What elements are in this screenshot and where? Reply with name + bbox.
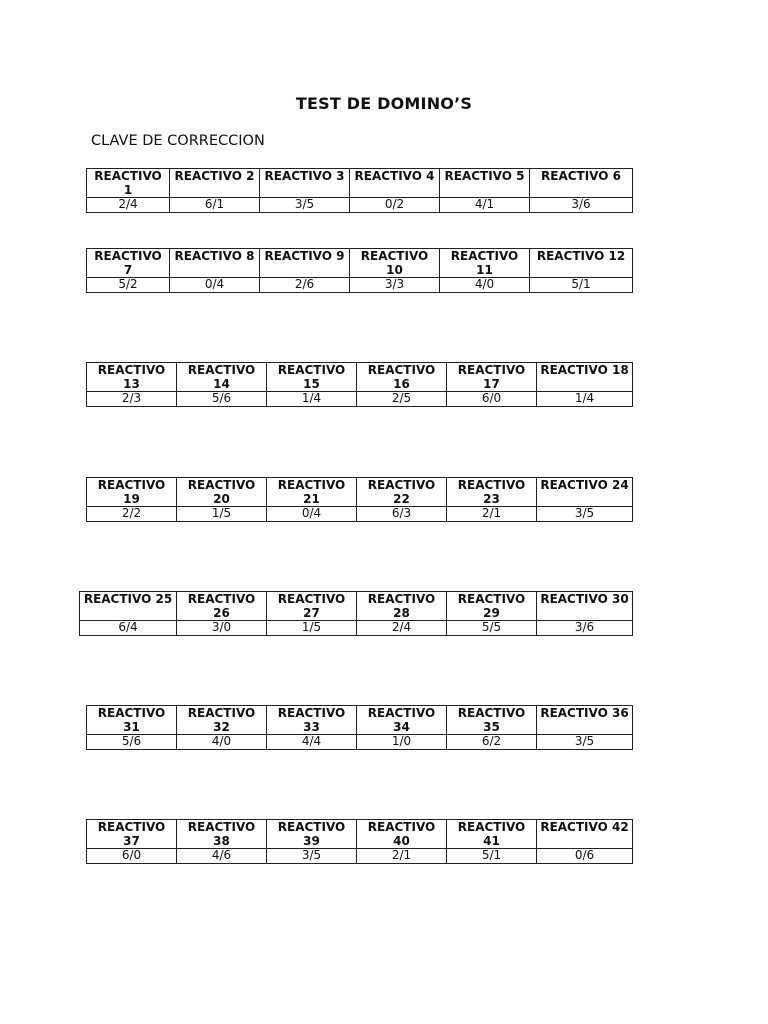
item-header-cell: REACTIVO 28 <box>357 592 447 621</box>
item-header-cell: REACTIVO 18 <box>537 363 633 392</box>
answer-cell: 4/4 <box>267 735 357 750</box>
header-row <box>87 820 633 849</box>
item-header-cell: REACTIVO 5 <box>440 169 530 198</box>
answer-cell: 3/5 <box>267 849 357 864</box>
answer-key-table <box>86 705 633 750</box>
answer-cell: 6/2 <box>447 735 537 750</box>
header-row <box>87 478 633 507</box>
item-header-cell: REACTIVO 12 <box>530 249 633 278</box>
answer-key-table <box>86 362 633 407</box>
item-header-cell: REACTIVO 39 <box>267 820 357 849</box>
item-header-cell: REACTIVO 15 <box>267 363 357 392</box>
header-row <box>87 169 633 198</box>
header-row <box>80 592 633 621</box>
item-header-cell: REACTIVO 42 <box>537 820 633 849</box>
item-header-cell: REACTIVO 10 <box>350 249 440 278</box>
item-header-cell: REACTIVO 14 <box>177 363 267 392</box>
header-row <box>87 363 633 392</box>
answer-cell: 2/4 <box>357 621 447 636</box>
item-header-cell: REACTIVO 41 <box>447 820 537 849</box>
item-header-cell: REACTIVO 16 <box>357 363 447 392</box>
item-header-cell: REACTIVO 1 <box>87 169 170 198</box>
item-header-cell: REACTIVO 29 <box>447 592 537 621</box>
item-header-cell: REACTIVO 25 <box>80 592 177 621</box>
item-header-cell: REACTIVO 21 <box>267 478 357 507</box>
answer-cell: 6/1 <box>170 198 260 213</box>
header-row <box>87 249 633 278</box>
item-header-cell: REACTIVO 22 <box>357 478 447 507</box>
answer-key-table <box>86 477 633 522</box>
item-header-cell: REACTIVO 6 <box>530 169 633 198</box>
answer-cell: 3/6 <box>537 621 633 636</box>
answer-cell: 2/5 <box>357 392 447 407</box>
page-title: TEST DE DOMINO’S <box>295 94 473 113</box>
item-header-cell: REACTIVO 30 <box>537 592 633 621</box>
answer-cell: 1/4 <box>267 392 357 407</box>
answer-cell: 2/4 <box>87 198 170 213</box>
item-header-cell: REACTIVO 17 <box>447 363 537 392</box>
item-header-cell: REACTIVO 23 <box>447 478 537 507</box>
answer-row <box>87 735 633 750</box>
header-row <box>87 706 633 735</box>
answer-cell: 6/0 <box>87 849 177 864</box>
answer-row <box>87 507 633 522</box>
answer-cell: 3/5 <box>260 198 350 213</box>
item-header-cell: REACTIVO 24 <box>537 478 633 507</box>
answer-key-table <box>79 591 633 636</box>
answer-cell: 5/5 <box>447 621 537 636</box>
item-header-cell: REACTIVO 37 <box>87 820 177 849</box>
item-header-cell: REACTIVO 31 <box>87 706 177 735</box>
answer-key-table <box>86 248 633 293</box>
answer-cell: 0/4 <box>267 507 357 522</box>
answer-cell: 1/5 <box>177 507 267 522</box>
item-header-cell: REACTIVO 38 <box>177 820 267 849</box>
answer-cell: 3/5 <box>537 507 633 522</box>
answer-key-table <box>86 819 633 864</box>
item-header-cell: REACTIVO 11 <box>440 249 530 278</box>
answer-row <box>87 278 633 293</box>
answer-row <box>87 392 633 407</box>
answer-row <box>87 849 633 864</box>
answer-cell: 2/2 <box>87 507 177 522</box>
page-subtitle: CLAVE DE CORRECCION <box>91 133 265 149</box>
answer-cell: 4/0 <box>440 278 530 293</box>
item-header-cell: REACTIVO 8 <box>170 249 260 278</box>
item-header-cell: REACTIVO 7 <box>87 249 170 278</box>
item-header-cell: REACTIVO 35 <box>447 706 537 735</box>
item-header-cell: REACTIVO 9 <box>260 249 350 278</box>
item-header-cell: REACTIVO 2 <box>170 169 260 198</box>
answer-cell: 4/0 <box>177 735 267 750</box>
item-header-cell: REACTIVO 40 <box>357 820 447 849</box>
answer-cell: 1/4 <box>537 392 633 407</box>
answer-cell: 2/1 <box>447 507 537 522</box>
answer-cell: 0/6 <box>537 849 633 864</box>
answer-cell: 1/0 <box>357 735 447 750</box>
item-header-cell: REACTIVO 32 <box>177 706 267 735</box>
item-header-cell: REACTIVO 26 <box>177 592 267 621</box>
answer-row <box>80 621 633 636</box>
answer-cell: 5/6 <box>177 392 267 407</box>
answer-cell: 0/2 <box>350 198 440 213</box>
answer-cell: 5/2 <box>87 278 170 293</box>
answer-cell: 3/0 <box>177 621 267 636</box>
item-header-cell: REACTIVO 3 <box>260 169 350 198</box>
item-header-cell: REACTIVO 33 <box>267 706 357 735</box>
item-header-cell: REACTIVO 27 <box>267 592 357 621</box>
answer-cell: 2/3 <box>87 392 177 407</box>
answer-cell: 2/1 <box>357 849 447 864</box>
answer-cell: 3/6 <box>530 198 633 213</box>
item-header-cell: REACTIVO 34 <box>357 706 447 735</box>
answer-cell: 6/3 <box>357 507 447 522</box>
answer-cell: 0/4 <box>170 278 260 293</box>
answer-cell: 5/1 <box>447 849 537 864</box>
answer-cell: 4/6 <box>177 849 267 864</box>
answer-cell: 2/6 <box>260 278 350 293</box>
answer-cell: 3/5 <box>537 735 633 750</box>
answer-cell: 1/5 <box>267 621 357 636</box>
item-header-cell: REACTIVO 36 <box>537 706 633 735</box>
item-header-cell: REACTIVO 13 <box>87 363 177 392</box>
answer-cell: 6/4 <box>80 621 177 636</box>
answer-cell: 5/6 <box>87 735 177 750</box>
item-header-cell: REACTIVO 20 <box>177 478 267 507</box>
item-header-cell: REACTIVO 4 <box>350 169 440 198</box>
answer-row <box>87 198 633 213</box>
answer-cell: 4/1 <box>440 198 530 213</box>
answer-cell: 5/1 <box>530 278 633 293</box>
answer-key-table <box>86 168 633 213</box>
item-header-cell: REACTIVO 19 <box>87 478 177 507</box>
answer-cell: 6/0 <box>447 392 537 407</box>
answer-cell: 3/3 <box>350 278 440 293</box>
